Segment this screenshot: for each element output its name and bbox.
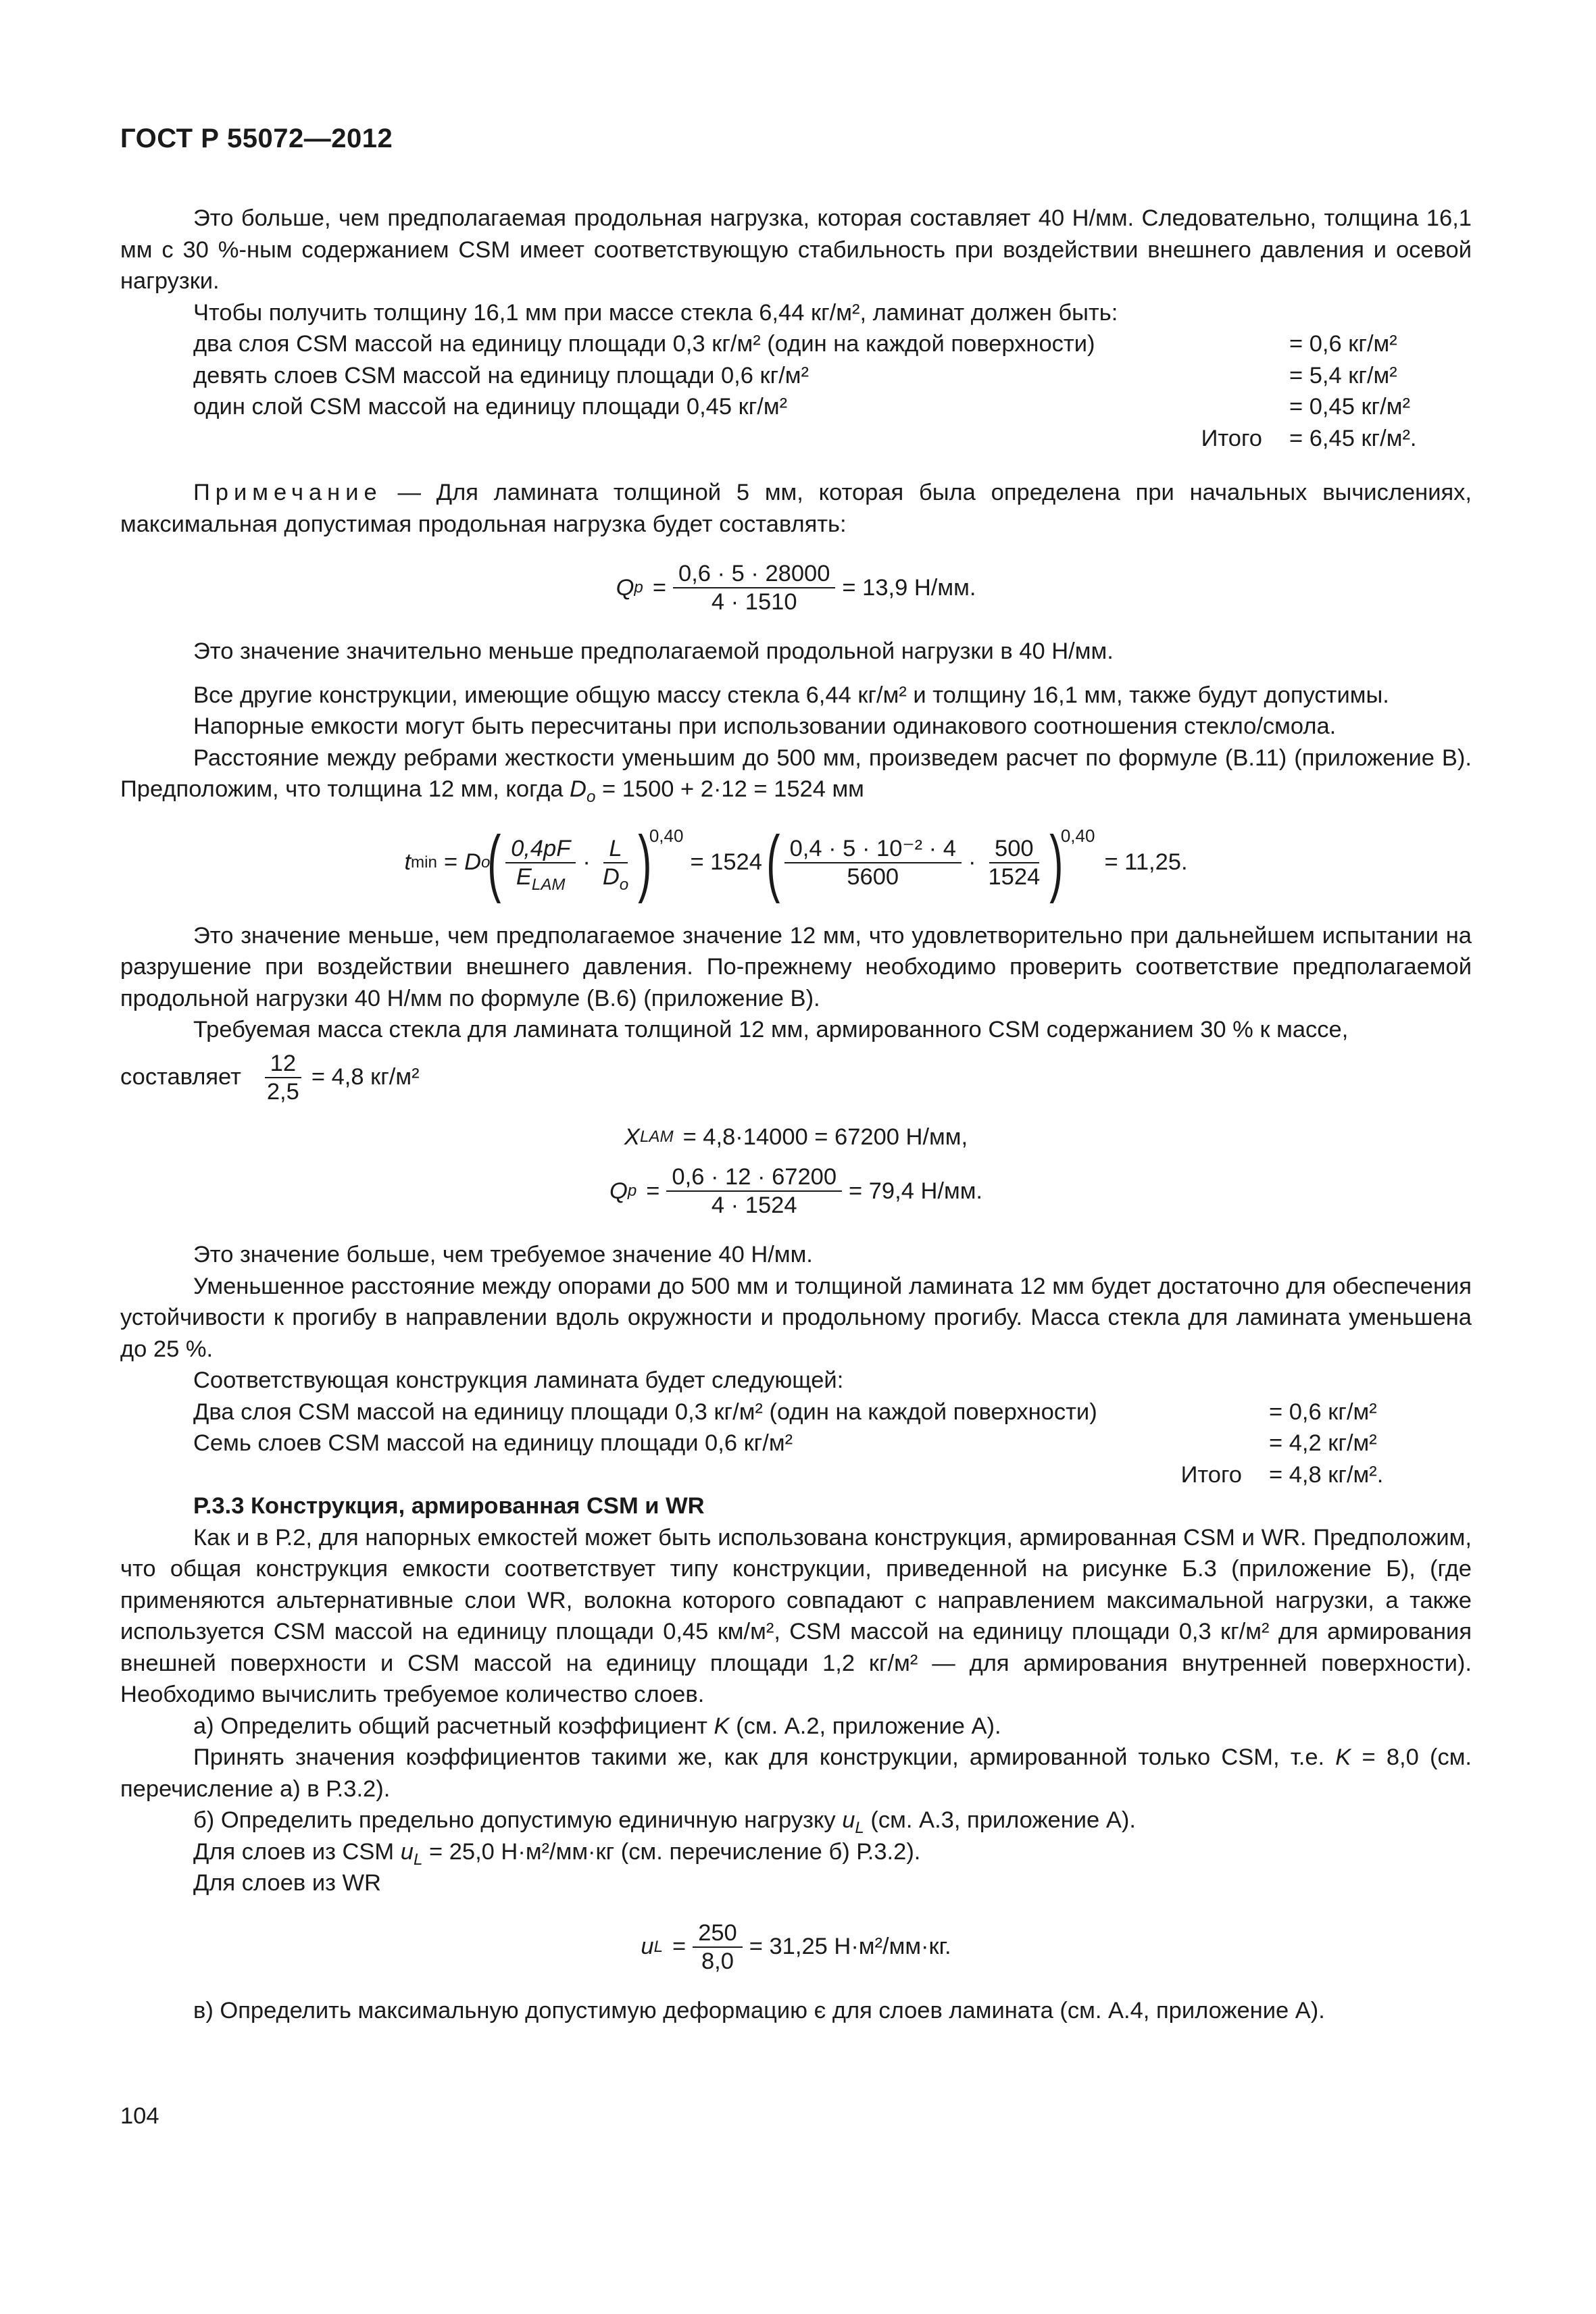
- paragraph: Чтобы получить толщину 16,1 мм при массе стекла 6,44 кг/м², ламинат должен быть:: [193, 299, 1118, 326]
- total-row: Итого = 6,45 кг/м².: [1201, 425, 1417, 451]
- fraction: $\frac{250}{8,0}$: [693, 1919, 743, 1975]
- paragraph: в) Определить максимальную допустимую деформацию є для слоев ламината (см. А.4, приложение А).: [193, 1997, 1325, 2023]
- paragraph: Напорные емкости могут быть пересчитаны при использовании одинакового соотношения стекло/смола.: [193, 713, 1337, 739]
- paragraph: а) Определить общий расчетный коэффициент K (см. А.2, приложение А).: [193, 1713, 1001, 1739]
- formula-ul: u L = $\frac{250}{8,0}$ = 31,25 Н·м²/мм·кг.: [641, 1919, 951, 1974]
- formula-qp-2: Q p = $\frac{0,6 \cdot 12 \cdot 67200}{4 \cdot 1524}$ = 79,4 Н/мм.: [609, 1164, 983, 1218]
- paragraph: б) Определить предельно допустимую единичную нагрузку $u_L$ (см. А.3, приложение А).: [193, 1807, 1136, 1837]
- paragraph: Все другие конструкции, имеющие общую массу стекла 6,44 кг/м² и толщину 16,1 мм, также будут допустимы.: [193, 682, 1389, 708]
- layer-row: один слой CSM массой на единицу площади 0,45 кг/м² = 0,45 кг/м²: [193, 394, 1410, 420]
- document-body: [120, 203, 1472, 2026]
- section-heading: Р.3.3 Конструкция, армированная CSM и WR: [193, 1493, 705, 1519]
- total-row: Итого = 4,8 кг/м².: [1180, 1461, 1384, 1488]
- document-header: ГОСТ Р 55072—2012: [120, 124, 393, 153]
- paragraph: Требуемая масса стекла для ламината толщиной 12 мм, армированного CSM содержанием 30 % к массе,: [193, 1017, 1349, 1042]
- fraction: $\frac{0,6 \cdot 5 \cdot 28000}{4 \cdot 1510}$: [673, 560, 835, 615]
- layer-row: девять слоев CSM массой на единицу площади 0,6 кг/м² = 5,4 кг/м²: [193, 362, 1397, 388]
- formula-tmin: t min = D o ( $\frac{0,4pF}{E_{LAM}}$ · $\frac{L}{D_o}$ ) 0,40 = 1524 ( $\frac{\text{0,4 · 5 · 10⁻² · 4}}{5600}$ · $\frac{500}{1524}$ ) 0,40 = 11,25.: [404, 820, 1188, 904]
- formula-xlam: X LAM = 4,8·14000 = 67200 Н/мм,: [624, 1124, 968, 1150]
- fraction: $\frac{0,6 \cdot 12 \cdot 67200}{4 \cdot 1524}$: [666, 1163, 842, 1219]
- mass-line: составляет $\frac{12}{2,5}$ = 4,8 кг/м²: [120, 1050, 420, 1105]
- paragraph: Соответствующая конструкция ламината будет следующей:: [193, 1367, 844, 1393]
- fraction: $\frac{12}{2,5}$: [261, 1050, 305, 1105]
- layer-row: Два слоя CSM массой на единицу площади 0,3 кг/м² (один на каждой поверхности) = 0,6 кг/м²: [193, 1399, 1377, 1425]
- layer-list: [120, 1397, 1472, 1491]
- paragraph: Это значение значительно меньше предполагаемой продольной нагрузки в 40 Н/мм.: [193, 638, 1114, 664]
- page-number: 104: [120, 2103, 159, 2129]
- layer-row: два слоя CSM массой на единицу площади 0,3 кг/м² (один на каждой поверхности) = 0,6 кг/м²: [193, 331, 1397, 357]
- paragraph: Для слоев из WR: [193, 1870, 381, 1896]
- formula-qp-1: Q p = $\frac{0,6 \cdot 5 \cdot 28000}{4 \cdot 1510}$ = 13,9 Н/мм.: [616, 561, 976, 615]
- paragraph: Расстояние между ребрами жесткости уменьшим до 500 мм, произведем расчет по формуле (В.11) (приложение В). Предположим, что толщина 12 мм, когда $D_o = 1500 + 2\cdot 12 = 1524$ мм: [120, 745, 1472, 806]
- layer-row: Семь слоев CSM массой на единицу площади 0,6 кг/м² = 4,2 кг/м²: [193, 1430, 1377, 1456]
- paragraph: Для слоев из CSM $u_L = 25,0$ Н·м²/мм·кг (см. перечисление б) Р.3.2).: [193, 1838, 921, 1869]
- paragraph: Уменьшенное расстояние между опорами до 500 мм и толщиной ламината 12 мм будет достаточно для обеспечения устойчивости к прогибу в направлении вдоль окружности и продольному прогибу. Масса стекла для ламината уменьшена до 25 %.: [120, 1273, 1472, 1362]
- paragraph: Это значение больше, чем требуемое значение 40 Н/мм.: [193, 1242, 813, 1267]
- paragraph: Как и в Р.2, для напорных емкостей может быть использована конструкция, армированная CSM и WR. Предположим, что общая конструкция емкости соответствует типу конструкции, приведенной на рисунке Б.3 (приложение Б), (где применяются альтернативные слои WR, волокна которого совпадают с направлением максимальной нагрузки, а также используется CSM массой на единицу площади 0,45 км/м², CSM массой на единицу площади 0,3 кг/м² для армирования внешней поверхности и CSM массой на единицу площади 1,2 кг/м² — для армирования внутренней поверхности). Необходимо вычислить требуемое количество слоев.: [120, 1524, 1472, 1707]
- paragraph: Это больше, чем предполагаемая продольная нагрузка, которая составляет 40 Н/мм. Следовательно, толщина 16,1 мм с 30 %-ным содержанием CSM имеет соответствующую стабильность при воздействии внешнего давления и осевой нагрузки.: [120, 205, 1472, 294]
- note: Примечание — Для ламината толщиной 5 мм, которая была определена при начальных вычислениях, максимальная допустимая продольная нагрузка будет составлять:: [120, 480, 1472, 537]
- paragraph: Принять значения коэффициентов такими же, как для конструкции, армированной только CSM, т.е. K = 8,0 (см. перечисление а) в Р.3.2).: [120, 1744, 1472, 1802]
- layer-list: [120, 328, 1472, 454]
- paragraph: Это значение меньше, чем предполагаемое значение 12 мм, что удовлетворительно при дальнейшем испытании на разрушение при воздействии внешнего давления. По-прежнему необходимо проверить соответствие предполагаемой продольной нагрузки 40 Н/мм по формуле (В.6) (приложение В).: [120, 922, 1472, 1011]
